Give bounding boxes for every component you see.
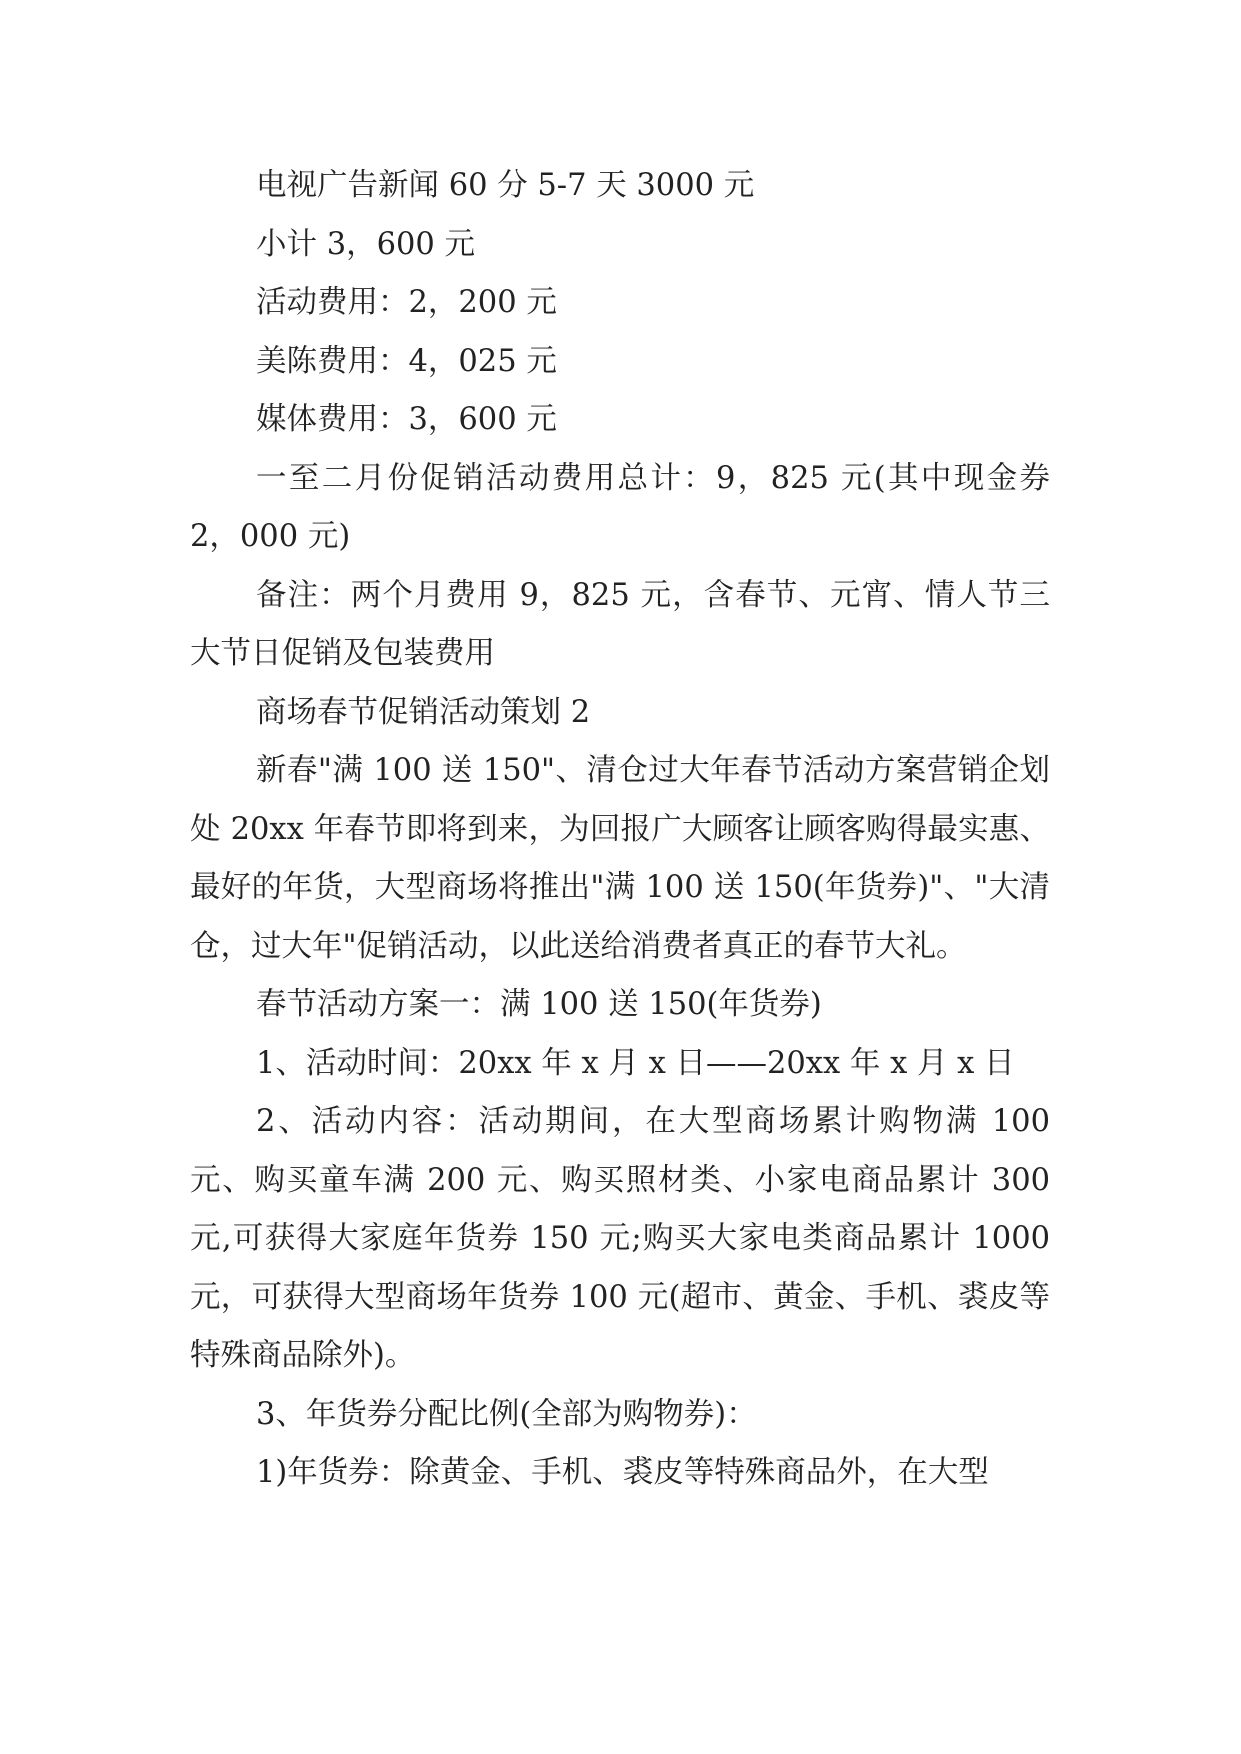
paragraph-remark: 备注：两个月费用 9，825 元，含春节、元宵、情人节三大节日促销及包装费用 (190, 577, 1050, 671)
paragraph-media-cost: 媒体费用：3，600 元 (256, 402, 557, 437)
plan-one-heading: 春节活动方案一：满 100 送 150(年货券) (256, 987, 822, 1022)
paragraph-activity-time: 1、活动时间：20xx 年 x 月 x 日——20xx 年 x 月 x 日 (256, 1045, 1015, 1081)
paragraph-tv-ad: 电视广告新闻 60 分 5-7 天 3000 元 (256, 168, 755, 203)
paragraph-intro: 新春"满 100 送 150"、清仓过大年春节活动方案营销企划处 20xx 年春节即将到来，为回报广大顾客让顾客购得最实惠、最好的年货，大型商场将推出"满 100 送 150(年货券)"、"大清仓，过大年"促销活动，以此送给消费者真正的春节大礼。 (190, 753, 1050, 964)
paragraph-activity-cost: 活动费用：2，200 元 (256, 285, 557, 320)
paragraph-subtotal: 小计 3，600 元 (256, 226, 476, 262)
paragraph-activity-content: 2、活动内容：活动期间，在大型商场累计购物满 100 元、购买童车满 200 元、购买照材类、小家电商品累计 300 元,可获得大家庭年货券 150 元;购买大家电类商品累计 1000 元，可获得大型商场年货券 100 元(超市、黄金、手机、裘皮等特殊商品除外)。 (190, 1104, 1050, 1373)
section-title: 商场春节促销活动策划 2 (256, 694, 591, 730)
paragraph-decoration-cost: 美陈费用：4，025 元 (256, 343, 557, 379)
paragraph-voucher-detail: 1)年货券：除黄金、手机、裘皮等特殊商品外，在大型 (256, 1455, 989, 1490)
paragraph-voucher-ratio: 3、年货券分配比例(全部为购物券)： (256, 1396, 757, 1432)
paragraph-total-cost: 一至二月份促销活动费用总计：9，825 元(其中现金券 2，000 元) (190, 460, 1050, 554)
document-page (190, 157, 1050, 1503)
